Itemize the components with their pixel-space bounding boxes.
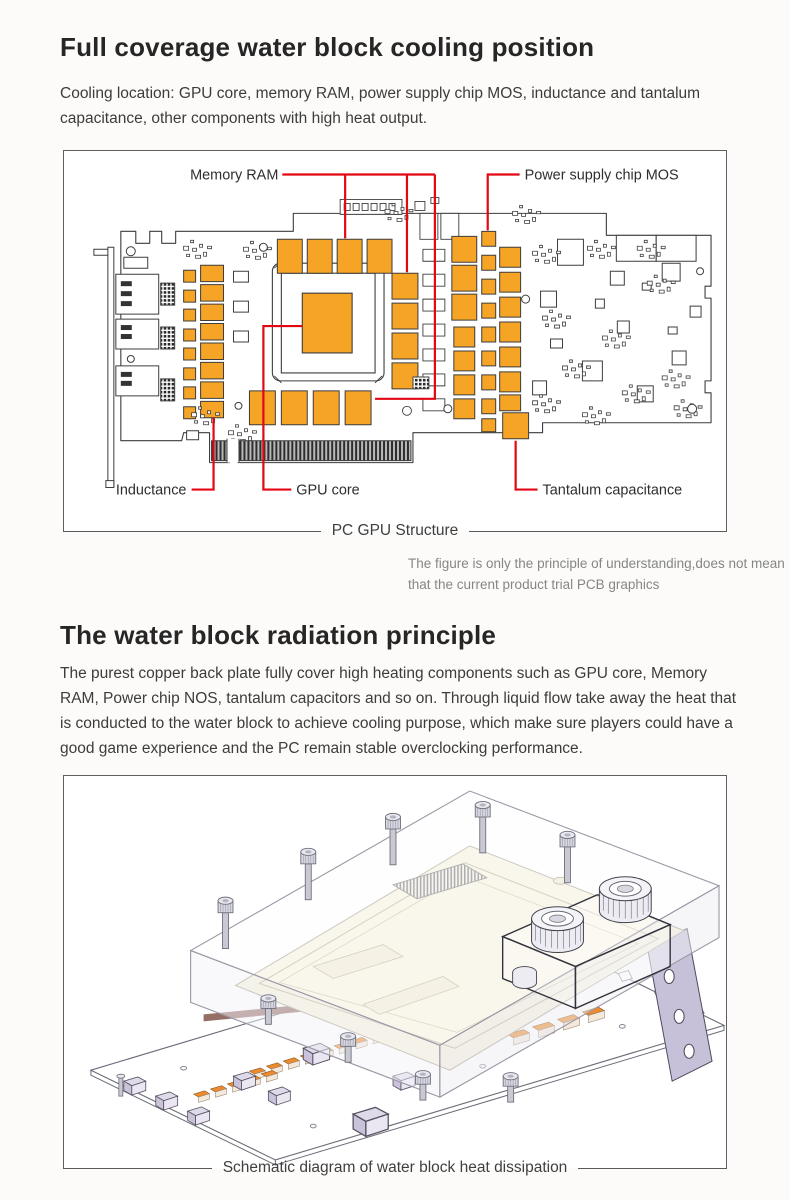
section1-paragraph: Cooling location: GPU core, memory RAM, power supply chip MOS, inductance and tantalum capacitance, other components with high heat output. bbox=[60, 85, 701, 127]
figure1-disclaimer: The figure is only the principle of understanding,does not mean that the current product trial PCB graphics bbox=[408, 556, 785, 592]
gpu-die bbox=[302, 293, 352, 353]
fitting-port bbox=[599, 877, 651, 923]
section1-title: Full coverage water block cooling position bbox=[60, 32, 595, 62]
tantalum-capacitor bbox=[503, 413, 529, 439]
label-tantalum: Tantalum capacitance bbox=[542, 482, 683, 499]
water-block-diagram bbox=[64, 776, 726, 1168]
mos-chips bbox=[452, 231, 529, 438]
section2-title: The water block radiation principle bbox=[60, 620, 497, 650]
gpu-package bbox=[272, 261, 384, 383]
pcb-diagram bbox=[64, 151, 726, 531]
pci-bracket bbox=[94, 247, 114, 487]
figure1-caption: PC GPU Structure bbox=[63, 521, 727, 541]
figure-water-block bbox=[63, 775, 727, 1176]
label-memory-ram: Memory RAM bbox=[190, 167, 279, 184]
figure2-caption: Schematic diagram of water block heat dissipation bbox=[63, 1158, 727, 1178]
figure-pcb-structure bbox=[63, 150, 727, 539]
label-inductance: Inductance bbox=[115, 482, 187, 499]
label-gpu-core: GPU core bbox=[296, 482, 360, 499]
pcie-gold-fingers bbox=[212, 439, 411, 463]
label-power-mos: Power supply chip MOS bbox=[524, 167, 679, 184]
section2-paragraph: The purest copper back plate fully cover high heating components such as GPU core, Memory RAM, Power chip NOS, tantalum capacitors and so on. Through liquid flow take away the heat that is conducted to the water block to achieve cooling purpose, which make sure players could have a good game experience and the PC remain stable overclocking performance. bbox=[60, 665, 737, 757]
fitting-port bbox=[532, 907, 584, 953]
